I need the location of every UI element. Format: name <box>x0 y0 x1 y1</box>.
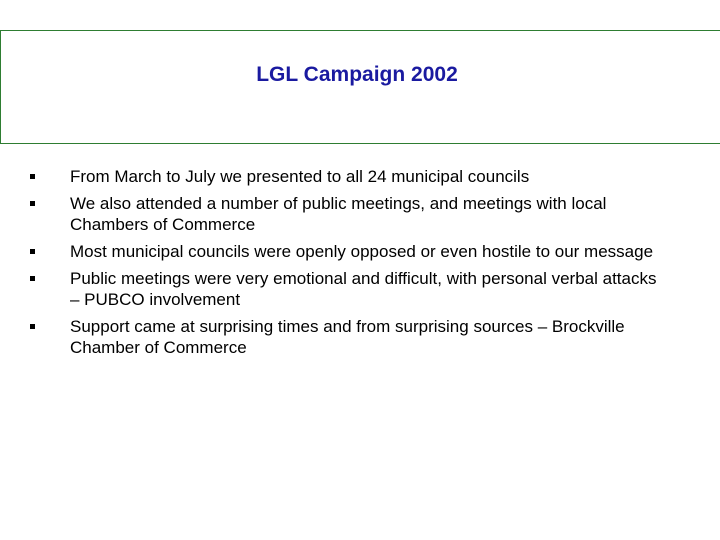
bullet-text: From March to July we presented to all 24 municipal councils <box>70 167 530 186</box>
bullet-text: Most municipal councils were openly opposed or even hostile to our message <box>70 242 654 261</box>
bullet-list <box>30 166 670 364</box>
bullet-item-2 <box>30 193 670 235</box>
square-bullet-icon <box>30 324 35 329</box>
square-bullet-icon <box>30 276 35 281</box>
bullet-text: Public meetings were very emotional and difficult, with personal verbal attacks – PUBCO involvement <box>70 269 657 309</box>
bullet-item-3 <box>30 241 670 262</box>
bullet-text: Support came at surprising times and from surprising sources – Brockville Chamber of Commerce <box>70 317 625 357</box>
bullet-item-4 <box>30 268 670 310</box>
bullet-text: We also attended a number of public meetings, and meetings with local Chambers of Commerce <box>70 194 607 234</box>
slide-title: LGL Campaign 2002 <box>256 63 458 86</box>
square-bullet-icon <box>30 201 35 206</box>
square-bullet-icon <box>30 249 35 254</box>
bullet-item-5 <box>30 316 670 358</box>
square-bullet-icon <box>30 174 35 179</box>
bullet-item-1 <box>30 166 670 187</box>
